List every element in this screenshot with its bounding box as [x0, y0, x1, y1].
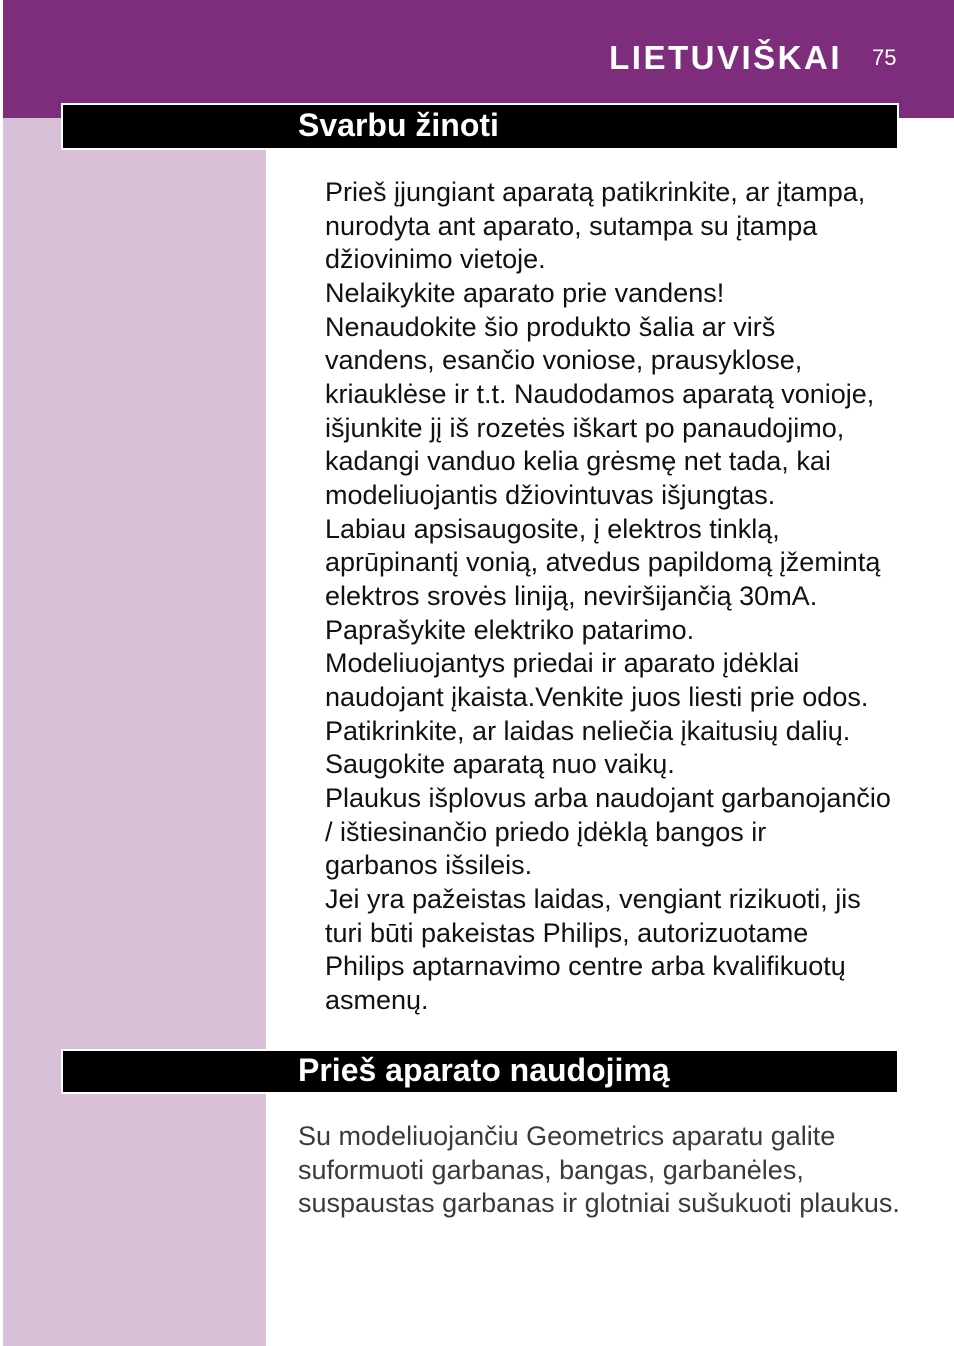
text-line: Nenaudokite šio produkto šalia ar virš [325, 311, 776, 342]
text-line: elektros srovės liniją, neviršijančią 30mA. [325, 581, 818, 612]
text-line: suformuoti garbanas, bangas, garbanėles, [298, 1154, 804, 1185]
text-line: Plaukus išplovus arba naudojant garbanojančio [325, 783, 891, 814]
text-line: Prieš įjungiant aparatą patikrinkite, ar įtampa, [325, 177, 866, 207]
text-line: garbanos išsileis. [325, 850, 533, 881]
text-line: Paprašykite elektriko patarimo. [325, 614, 695, 645]
text-line: naudojant įkaista.Venkite juos liesti prie odos. [325, 682, 869, 713]
text-line: nurodyta ant aparato, sutampa su įtampa [325, 210, 818, 241]
text-line: kadangi vanduo kelia grėsmę net tada, kai [325, 446, 831, 477]
text-line: aprūpinantį vonią, atvedus papildomą įžemintą [325, 547, 881, 578]
important-info-text [325, 176, 891, 1018]
text-line: kriauklėse ir t.t. Naudodamos aparatą vonioje, [325, 379, 875, 410]
text-line: išjunkite jį iš rozetės iškart po panaudojimo, [325, 412, 845, 443]
text-line: asmenų. [325, 985, 429, 1016]
text-line: suspaustas garbanas ir glotniai sušukuoti plaukus. [298, 1188, 900, 1218]
text-line: Philips aptarnavimo centre arba kvalifikuotų [325, 951, 846, 982]
text-line: džiovinimo vietoje. [325, 244, 546, 275]
text-line: Jei yra pažeistas laidas, vengiant rizikuoti, jis [325, 884, 861, 915]
text-line: Labiau apsisaugosite, į elektros tinklą, [325, 513, 780, 544]
text-line: Nelaikykite aparato prie vandens! [325, 278, 725, 309]
text-line: / ištiesinančio priedo įdėklą bangos ir [325, 816, 767, 847]
language-title: LIETUVIŠKAI [609, 39, 842, 76]
section-heading-important: Svarbu žinoti [298, 107, 499, 143]
page-number: 75 [872, 45, 897, 70]
text-line: Modeliuojantys priedai ir aparato įdėklai [325, 648, 800, 679]
text-line: Saugokite aparatą nuo vaikų. [325, 749, 675, 780]
before-use-text [298, 1120, 900, 1221]
text-line: vandens, esančio voniose, prausyklose, [325, 345, 803, 376]
text-line: Patikrinkite, ar laidas neliečia įkaitusių dalių. [325, 715, 851, 746]
text-line: turi būti pakeistas Philips, autorizuotame [325, 917, 809, 948]
text-line: Su modeliuojančiu Geometrics aparatu galite [298, 1121, 836, 1151]
text-line: modeliuojantis džiovintuvas išjungtas. [325, 480, 776, 511]
side-column [3, 118, 266, 1346]
section-heading-before-use: Prieš aparato naudojimą [298, 1052, 670, 1088]
